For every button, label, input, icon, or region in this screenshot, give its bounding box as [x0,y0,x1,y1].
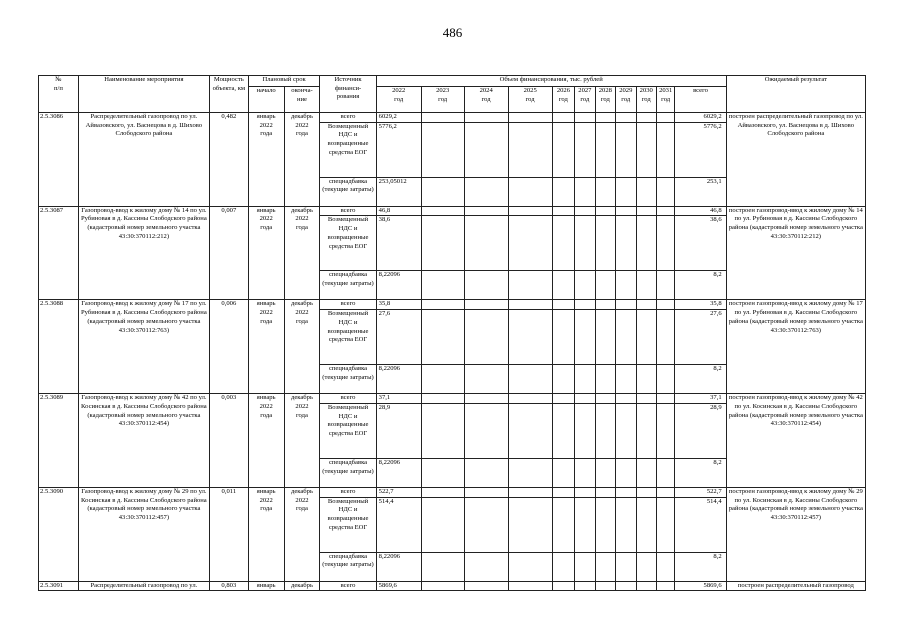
capacity-value: 0,003 [209,394,248,488]
amount-empty [421,216,464,271]
amount-empty [421,206,464,216]
header-source: Источник финанси- рования [320,76,376,113]
header-year-2024: 2024 год [464,87,508,113]
amount-empty [575,365,595,394]
capacity-value: 0,011 [209,487,248,581]
amount-empty [552,216,575,271]
amount-2022: 8,22096 [376,271,421,300]
amount-empty [636,581,656,591]
amount-empty [464,216,508,271]
amount-empty [552,552,575,581]
amount-empty [464,206,508,216]
amount-empty [464,122,508,177]
amount-empty [595,403,615,458]
amount-empty [421,300,464,310]
amount-empty [616,581,636,591]
capacity-value: 0,482 [209,113,248,207]
funding-source: всего [320,581,376,591]
amount-total: 46,8 [675,206,726,216]
amount-total: 514,4 [675,497,726,552]
header-year-2023: 2023 год [421,87,464,113]
amount-empty [636,365,656,394]
funding-source: спецнадбавка (текущие затраты) [320,177,376,206]
amount-total: 253,1 [675,177,726,206]
start-term: январь 2022 года [248,487,284,581]
amount-empty [616,403,636,458]
amount-empty [616,216,636,271]
amount-total: 35,8 [675,300,726,310]
amount-empty [508,300,552,310]
amount-total: 5776,2 [675,122,726,177]
amount-empty [464,365,508,394]
amount-empty [595,216,615,271]
header-year-2026: 2026 год [552,87,575,113]
amount-empty [552,403,575,458]
amount-2022: 38,6 [376,216,421,271]
header-year-2027: 2027 год [575,87,595,113]
amount-empty [575,122,595,177]
amount-empty [508,365,552,394]
amount-empty [464,271,508,300]
amount-empty [464,581,508,591]
amount-empty [464,394,508,404]
amount-2022: 6029,2 [376,113,421,123]
amount-total: 6029,2 [675,113,726,123]
funding-source: спецнадбавка (текущие затраты) [320,365,376,394]
amount-empty [552,122,575,177]
amount-empty [595,300,615,310]
amount-empty [421,581,464,591]
amount-empty [595,487,615,497]
amount-empty [421,487,464,497]
expected-result: построен газопровод-ввод к жилому дому № 29 по ул. Косинская в д. Кассины Слободского района (кадастровый номер земельного участка 43:30:370112:457) [726,487,865,581]
row-number: 2.5.3086 [39,113,79,207]
amount-empty [616,177,636,206]
amount-empty [508,487,552,497]
amount-empty [636,310,656,365]
amount-empty [656,403,674,458]
funding-source: всего [320,487,376,497]
amount-empty [656,394,674,404]
funding-source: Возмещенный НДС и возвращенные средства ЕОГ [320,403,376,458]
amount-empty [552,113,575,123]
amount-empty [575,497,595,552]
amount-empty [421,552,464,581]
amount-empty [508,581,552,591]
table-row [39,206,866,216]
amount-empty [421,271,464,300]
amount-empty [575,394,595,404]
amount-empty [421,394,464,404]
amount-empty [656,310,674,365]
amount-empty [636,216,656,271]
amount-empty [421,113,464,123]
amount-empty [656,365,674,394]
amount-empty [552,458,575,487]
amount-2022: 522,7 [376,487,421,497]
amount-2022: 514,4 [376,497,421,552]
amount-empty [616,271,636,300]
financing-table-wrapper [38,75,866,591]
funding-source: спецнадбавка (текущие затраты) [320,458,376,487]
amount-empty [552,487,575,497]
amount-empty [656,581,674,591]
end-term: декабрь 2022 года [284,300,320,394]
amount-empty [464,458,508,487]
amount-empty [508,122,552,177]
funding-source: Возмещенный НДС и возвращенные средства ЕОГ [320,216,376,271]
amount-empty [575,216,595,271]
amount-empty [656,300,674,310]
amount-2022: 27,6 [376,310,421,365]
amount-2022: 253,05012 [376,177,421,206]
row-number: 2.5.3090 [39,487,79,581]
amount-empty [552,310,575,365]
expected-result: построен газопровод-ввод к жилому дому № 14 по ул. Рубиновая в д. Кассины Слободского района (кадастровый номер земельного участка 43:30:370112:212) [726,206,865,300]
start-term: январь [248,581,284,591]
amount-2022: 5776,2 [376,122,421,177]
amount-empty [464,177,508,206]
amount-empty [421,497,464,552]
amount-empty [595,310,615,365]
amount-2022: 8,22096 [376,458,421,487]
amount-empty [575,581,595,591]
amount-total: 522,7 [675,487,726,497]
amount-empty [595,365,615,394]
table-row [39,487,866,497]
activity-name: Газопровод-ввод к жилому дому № 29 по ул. Косинская в д. Кассины Слободского района (кадастровый номер земельного участка 43:30:370112:457) [78,487,209,581]
amount-empty [508,403,552,458]
header-end: оконча- ние [284,87,320,113]
amount-2022: 37,1 [376,394,421,404]
header-year-2030: 2030 год [636,87,656,113]
amount-empty [636,552,656,581]
header-volume: Объем финансирования, тыс. рублей [376,76,726,87]
amount-empty [508,458,552,487]
row-number: 2.5.3089 [39,394,79,488]
amount-2022: 46,8 [376,206,421,216]
amount-empty [464,497,508,552]
amount-empty [552,300,575,310]
amount-empty [656,487,674,497]
amount-empty [575,310,595,365]
amount-empty [656,177,674,206]
amount-empty [636,394,656,404]
header-total: всего [675,87,726,113]
header-capacity: Мощность объекта, км [209,76,248,113]
table-header [39,76,866,113]
amount-empty [616,365,636,394]
header-name: Наименование мероприятия [78,76,209,113]
amount-empty [656,216,674,271]
amount-empty [464,113,508,123]
end-term: декабрь 2022 года [284,113,320,207]
amount-total: 38,6 [675,216,726,271]
amount-total: 8,2 [675,271,726,300]
activity-name: Распределительный газопровод по ул. Айвазовского, ул. Васнецова в д. Шихово Слободского района [78,113,209,207]
amount-empty [636,122,656,177]
amount-empty [616,113,636,123]
expected-result: построен распределительный газопровод [726,581,865,591]
amount-empty [552,394,575,404]
amount-empty [616,300,636,310]
funding-source: Возмещенный НДС и возвращенные средства ЕОГ [320,122,376,177]
amount-empty [575,271,595,300]
amount-total: 8,2 [675,458,726,487]
amount-empty [595,394,615,404]
row-number: 2.5.3091 [39,581,79,591]
amount-empty [421,310,464,365]
amount-empty [552,365,575,394]
amount-empty [575,300,595,310]
amount-empty [508,177,552,206]
amount-empty [508,552,552,581]
start-term: январь 2022 года [248,206,284,300]
amount-empty [575,113,595,123]
amount-empty [595,458,615,487]
funding-source: всего [320,206,376,216]
amount-empty [421,122,464,177]
amount-empty [656,122,674,177]
amount-empty [508,394,552,404]
activity-name: Распределительный газопровод по ул. [78,581,209,591]
expected-result: построен газопровод-ввод к жилому дому № 17 по ул. Рубиновая в д. Кассины Слободского района (кадастровый номер земельного участка 43:30:370112:763) [726,300,865,394]
amount-empty [636,271,656,300]
header-term: Плановый срок [248,76,320,87]
row-number: 2.5.3087 [39,206,79,300]
amount-empty [636,458,656,487]
amount-empty [575,177,595,206]
header-start: начало [248,87,284,113]
amount-2022: 5869,6 [376,581,421,591]
table-row [39,581,866,591]
header-year-2025: 2025 год [508,87,552,113]
amount-empty [421,177,464,206]
amount-empty [616,487,636,497]
table-body [39,113,866,591]
header-num: № п/п [39,76,79,113]
amount-empty [575,458,595,487]
amount-empty [464,487,508,497]
header-year-2022: 2022 год [376,87,421,113]
amount-total: 27,6 [675,310,726,365]
amount-empty [464,300,508,310]
amount-empty [656,458,674,487]
amount-empty [616,552,636,581]
table-row [39,394,866,404]
amount-empty [575,487,595,497]
amount-empty [508,216,552,271]
header-year-2028: 2028 год [595,87,615,113]
amount-empty [636,497,656,552]
funding-source: всего [320,300,376,310]
capacity-value: 0,007 [209,206,248,300]
amount-empty [575,552,595,581]
amount-empty [552,177,575,206]
amount-empty [595,497,615,552]
amount-empty [595,581,615,591]
amount-empty [616,122,636,177]
amount-total: 28,9 [675,403,726,458]
amount-empty [595,122,615,177]
end-term: декабрь 2022 года [284,206,320,300]
amount-total: 8,2 [675,552,726,581]
amount-empty [616,458,636,487]
amount-empty [636,206,656,216]
amount-empty [656,206,674,216]
amount-empty [595,113,615,123]
amount-2022: 35,8 [376,300,421,310]
activity-name: Газопровод-ввод к жилому дому № 17 по ул. Рубиновая в д. Кассины Слободского района (кадастровый номер земельного участка 43:30:370112:763) [78,300,209,394]
amount-empty [421,458,464,487]
amount-empty [636,300,656,310]
activity-name: Газопровод-ввод к жилому дому № 42 по ул. Косинская в д. Кассины Слободского района (кадастровый номер земельного участка 43:30:370112:454) [78,394,209,488]
amount-2022: 8,22096 [376,552,421,581]
amount-empty [552,271,575,300]
start-term: январь 2022 года [248,113,284,207]
amount-empty [656,552,674,581]
header-year-2029: 2029 год [616,87,636,113]
amount-empty [656,113,674,123]
amount-total: 5869,6 [675,581,726,591]
amount-empty [508,271,552,300]
amount-empty [595,552,615,581]
expected-result: построен распределительный газопровод по ул. Айвазовского, ул. Васнецова в д. Шихово Слободского района [726,113,865,207]
amount-empty [508,206,552,216]
amount-2022: 28,9 [376,403,421,458]
amount-empty [575,403,595,458]
end-term: декабрь 2022 года [284,487,320,581]
funding-source: Возмещенный НДС и возвращенные средства ЕОГ [320,497,376,552]
amount-empty [616,497,636,552]
amount-total: 37,1 [675,394,726,404]
page-number: 486 [442,25,463,40]
end-term: декабрь [284,581,320,591]
amount-empty [575,206,595,216]
capacity-value: 0,803 [209,581,248,591]
amount-empty [464,552,508,581]
activity-name: Газопровод-ввод к жилому дому № 14 по ул. Рубиновая в д. Кассины Слободского района (кадастровый номер земельного участка 43:30:370112:212) [78,206,209,300]
amount-empty [464,310,508,365]
amount-empty [508,310,552,365]
end-term: декабрь 2022 года [284,394,320,488]
amount-empty [508,113,552,123]
amount-empty [595,206,615,216]
capacity-value: 0,006 [209,300,248,394]
financing-table [38,75,866,591]
amount-2022: 8,22096 [376,365,421,394]
funding-source: всего [320,113,376,123]
amount-empty [636,403,656,458]
funding-source: спецнадбавка (текущие затраты) [320,552,376,581]
amount-empty [552,581,575,591]
header-year-2031: 2031 год [656,87,674,113]
amount-empty [595,271,615,300]
funding-source: всего [320,394,376,404]
header-result: Ожидаемый результат [726,76,865,113]
amount-empty [616,206,636,216]
amount-empty [616,310,636,365]
funding-source: Возмещенный НДС и возвращенные средства ЕОГ [320,310,376,365]
amount-empty [421,403,464,458]
amount-empty [552,497,575,552]
table-row [39,113,866,123]
amount-empty [421,365,464,394]
amount-empty [508,497,552,552]
amount-empty [616,394,636,404]
table-row [39,300,866,310]
expected-result: построен газопровод-ввод к жилому дому № 42 по ул. Косинская в д. Кассины Слободского района (кадастровый номер земельного участка 43:30:370112:454) [726,394,865,488]
funding-source: спецнадбавка (текущие затраты) [320,271,376,300]
amount-empty [595,177,615,206]
amount-empty [656,497,674,552]
amount-empty [636,177,656,206]
start-term: январь 2022 года [248,300,284,394]
amount-empty [636,487,656,497]
amount-empty [636,113,656,123]
start-term: январь 2022 года [248,394,284,488]
amount-total: 8,2 [675,365,726,394]
amount-empty [656,271,674,300]
row-number: 2.5.3088 [39,300,79,394]
amount-empty [552,206,575,216]
amount-empty [464,403,508,458]
